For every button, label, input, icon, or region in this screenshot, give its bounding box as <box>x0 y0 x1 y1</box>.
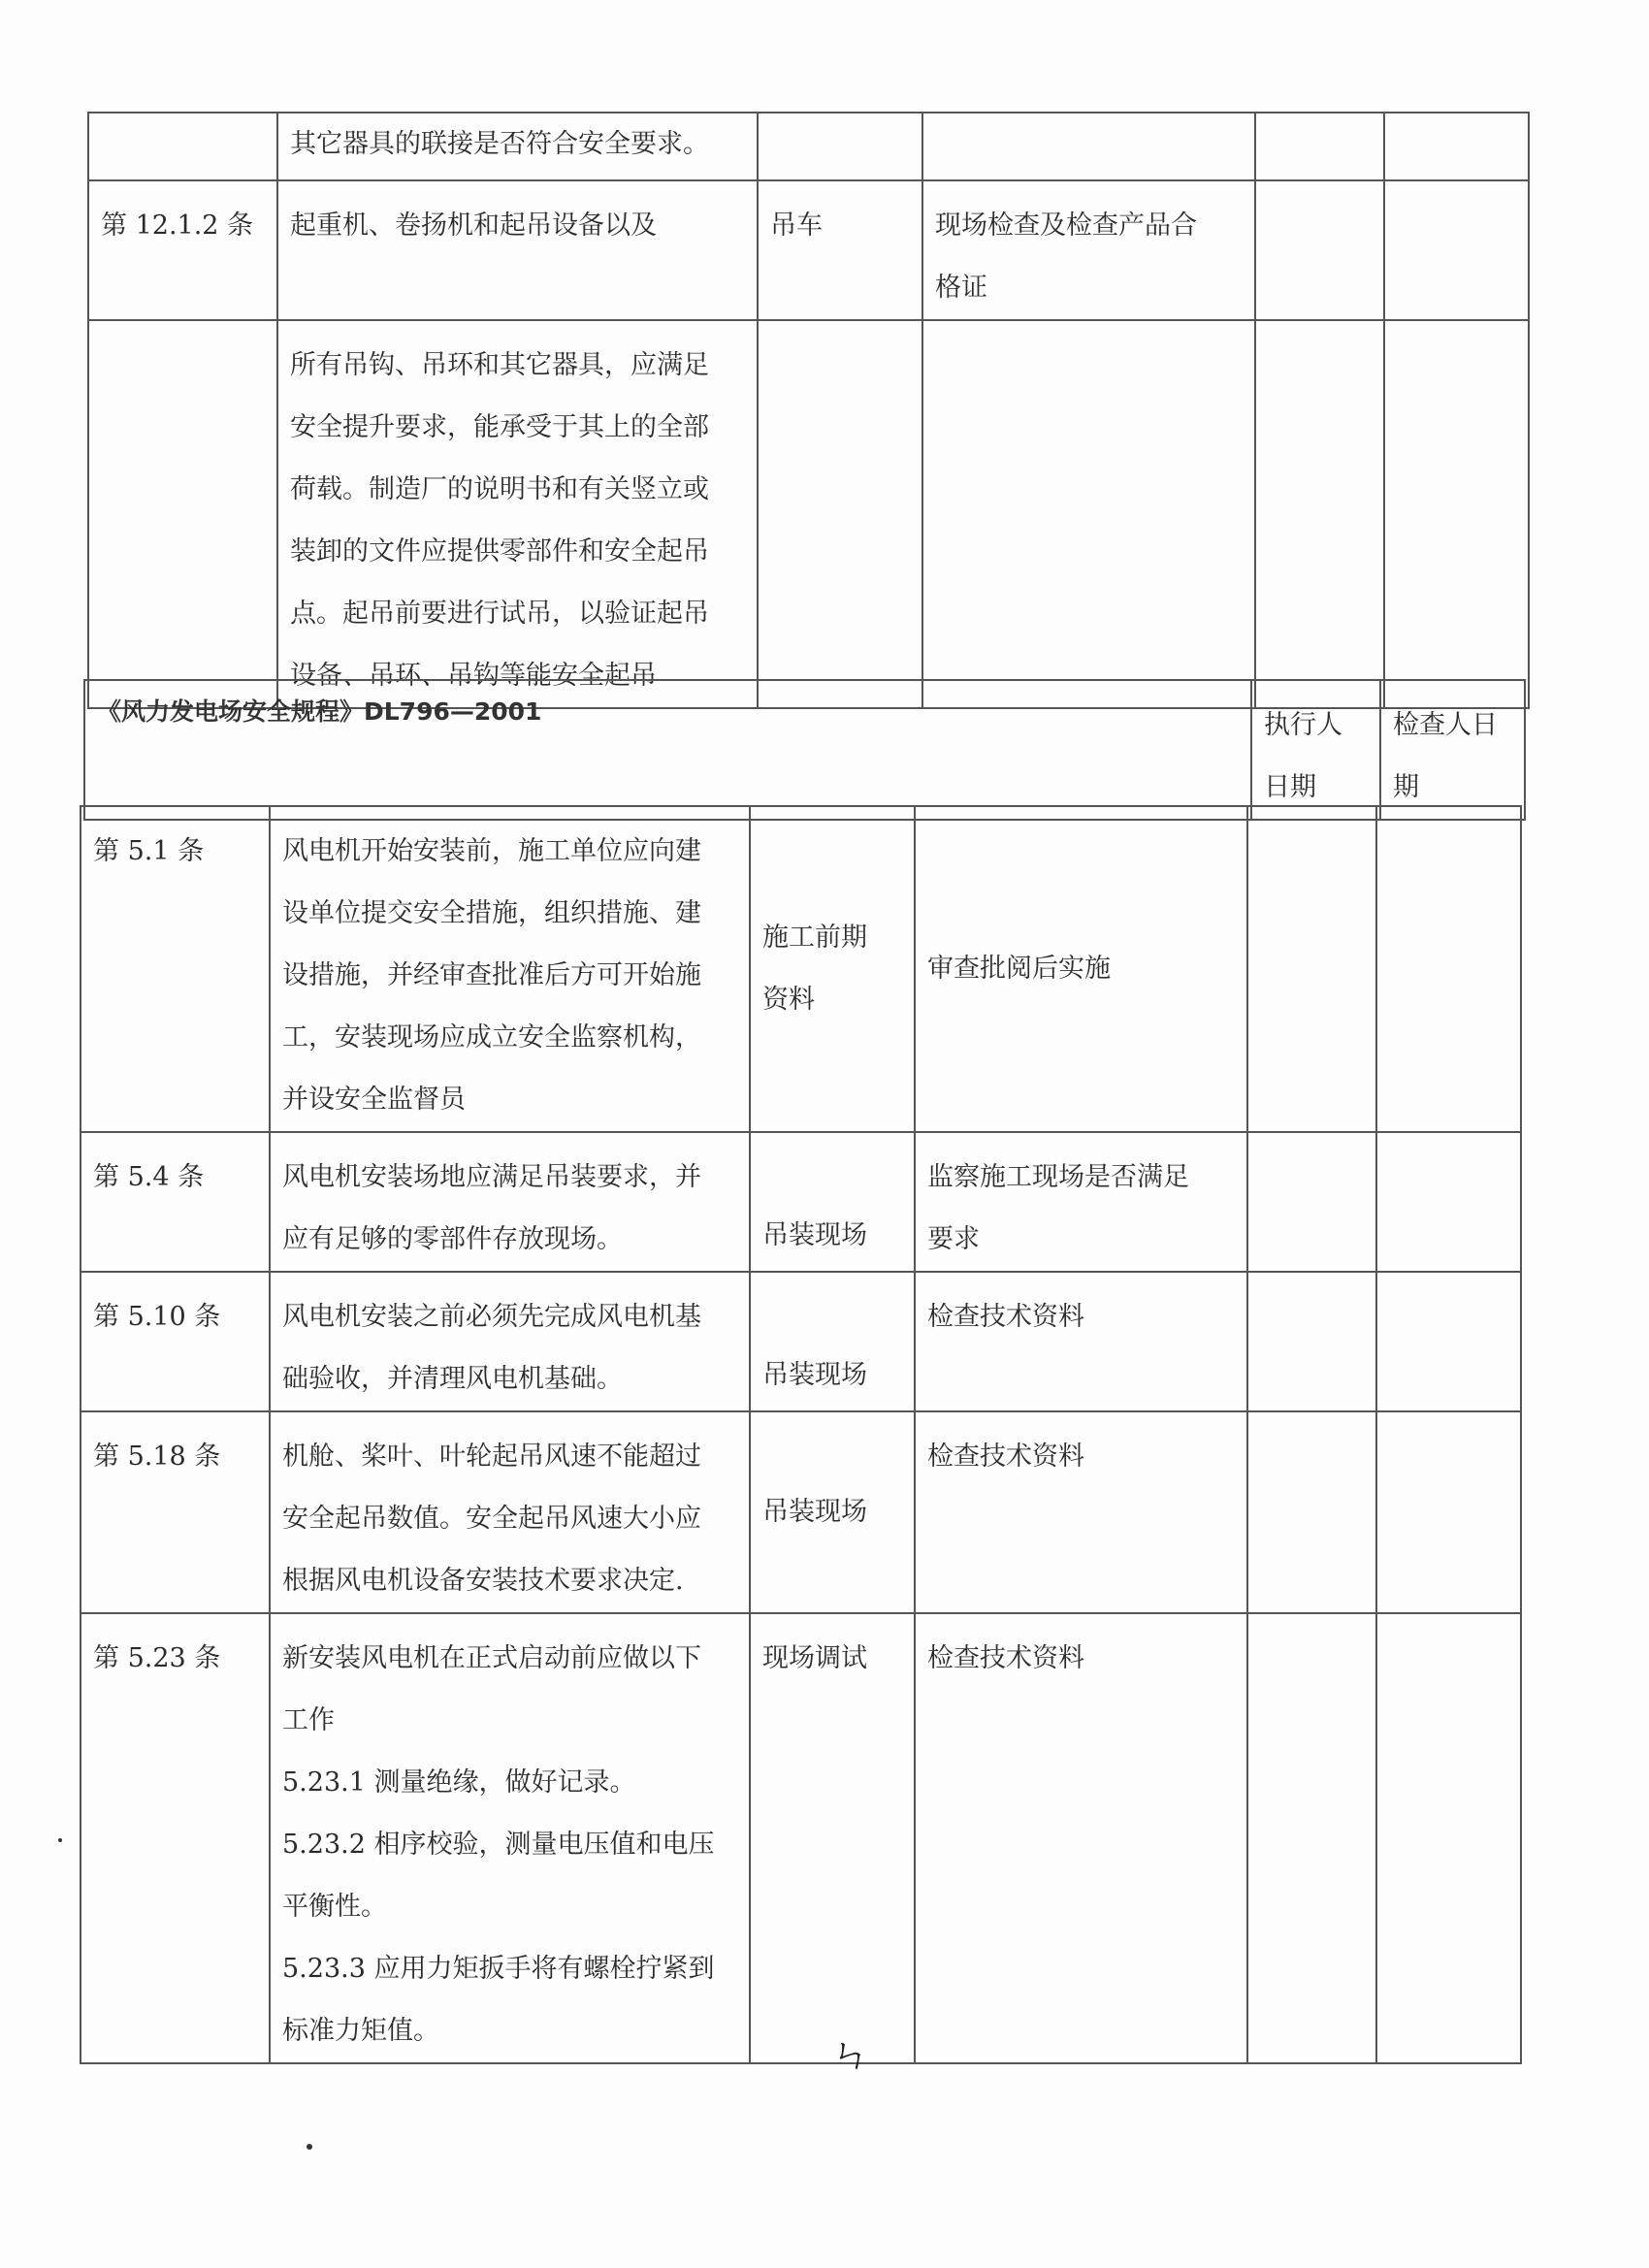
method-cell <box>922 113 1255 180</box>
inspector-cell <box>1384 180 1529 320</box>
executor-date-header: 执行人 日期 <box>1251 680 1380 820</box>
table-row <box>81 1132 1521 1272</box>
clause-cell <box>88 320 277 708</box>
handwritten-page-mark: ㄣ <box>825 2026 875 2082</box>
section-header-table <box>83 679 1526 821</box>
section-title: 《风力发电场安全规程》DL796—2001 <box>84 680 1251 820</box>
executor-cell <box>1255 113 1384 180</box>
table-row <box>88 320 1529 708</box>
clause-cell: 第 5.10 条 <box>81 1272 270 1411</box>
content-cell: 其它器具的联接是否符合安全要求。 <box>277 113 758 180</box>
table-row <box>88 180 1529 320</box>
object-cell: 现场调试 <box>750 1613 915 2063</box>
clause-cell: 第 12.1.2 条 <box>88 180 277 320</box>
object-cell: 吊装现场 <box>750 1411 915 1613</box>
object-cell <box>758 113 922 180</box>
inspector-cell <box>1376 1132 1521 1272</box>
object-cell <box>758 320 922 708</box>
object-cell: 吊装现场 <box>750 1132 915 1272</box>
clause-cell: 第 5.4 条 <box>81 1132 270 1272</box>
method-cell: 监察施工现场是否满足 要求 <box>915 1132 1247 1272</box>
method-cell: 现场检查及检查产品合 格证 <box>922 180 1255 320</box>
method-cell <box>922 320 1255 708</box>
content-cell: 风电机开始安装前，施工单位应向建 设单位提交安全措施，组织措施、建 设措施，并经审查批准后方可开始施 工，安装现场应成立安全监察机构， 并设安全监督员 <box>270 806 750 1132</box>
executor-cell <box>1255 180 1384 320</box>
executor-cell <box>1247 1613 1376 2063</box>
scan-speck <box>307 2144 312 2150</box>
executor-cell <box>1247 1411 1376 1613</box>
inspector-date-header: 检查人日 期 <box>1380 680 1525 820</box>
inspector-cell <box>1376 1613 1521 2063</box>
executor-cell <box>1247 1272 1376 1411</box>
content-cell: 新安装风电机在正式启动前应做以下 工作 5.23.1 测量绝缘，做好记录。 5.23.2 相序校验，测量电压值和电压 平衡性。 5.23.3 应用力矩扳手将有螺栓拧紧到 标准力矩值。 <box>270 1613 750 2063</box>
object-cell: 吊装现场 <box>750 1272 915 1411</box>
section-header-row <box>84 680 1525 820</box>
inspector-cell <box>1376 806 1521 1132</box>
clause-cell: 第 5.18 条 <box>81 1411 270 1613</box>
table-row <box>81 806 1521 1132</box>
content-cell: 风电机安装场地应满足吊装要求，并 应有足够的零部件存放现场。 <box>270 1132 750 1272</box>
executor-cell <box>1255 320 1384 708</box>
table-row <box>81 1411 1521 1613</box>
inspector-cell <box>1384 320 1529 708</box>
table-row <box>81 1613 1521 2063</box>
inspector-cell <box>1384 113 1529 180</box>
inspector-cell <box>1376 1411 1521 1613</box>
content-cell: 风电机安装之前必须先完成风电机基 础验收，并清理风电机基础。 <box>270 1272 750 1411</box>
clause-table-continuation <box>87 112 1530 709</box>
clause-table-dl796 <box>80 805 1522 2064</box>
scan-speck <box>58 1838 62 1842</box>
method-cell: 检查技术资料 <box>915 1411 1247 1613</box>
method-cell: 检查技术资料 <box>915 1613 1247 2063</box>
executor-cell <box>1247 1132 1376 1272</box>
object-cell: 吊车 <box>758 180 922 320</box>
table-row <box>81 1272 1521 1411</box>
method-cell: 检查技术资料 <box>915 1272 1247 1411</box>
object-cell: 施工前期 资料 <box>750 806 915 1132</box>
clause-cell: 第 5.23 条 <box>81 1613 270 2063</box>
executor-cell <box>1247 806 1376 1132</box>
method-cell: 审查批阅后实施 <box>915 806 1247 1132</box>
clause-cell <box>88 113 277 180</box>
inspector-cell <box>1376 1272 1521 1411</box>
content-cell: 起重机、卷扬机和起吊设备以及 <box>277 180 758 320</box>
clause-cell: 第 5.1 条 <box>81 806 270 1132</box>
content-cell: 所有吊钩、吊环和其它器具，应满足 安全提升要求，能承受于其上的全部 荷载。制造厂的说明书和有关竖立或 装卸的文件应提供零部件和安全起吊 点。起吊前要进行试吊，以验证起吊 设备、吊环、吊钩等能安全起吊 <box>277 320 758 708</box>
table-row <box>88 113 1529 180</box>
content-cell: 机舱、桨叶、叶轮起吊风速不能超过 安全起吊数值。安全起吊风速大小应 根据风电机设备安装技术要求决定. <box>270 1411 750 1613</box>
